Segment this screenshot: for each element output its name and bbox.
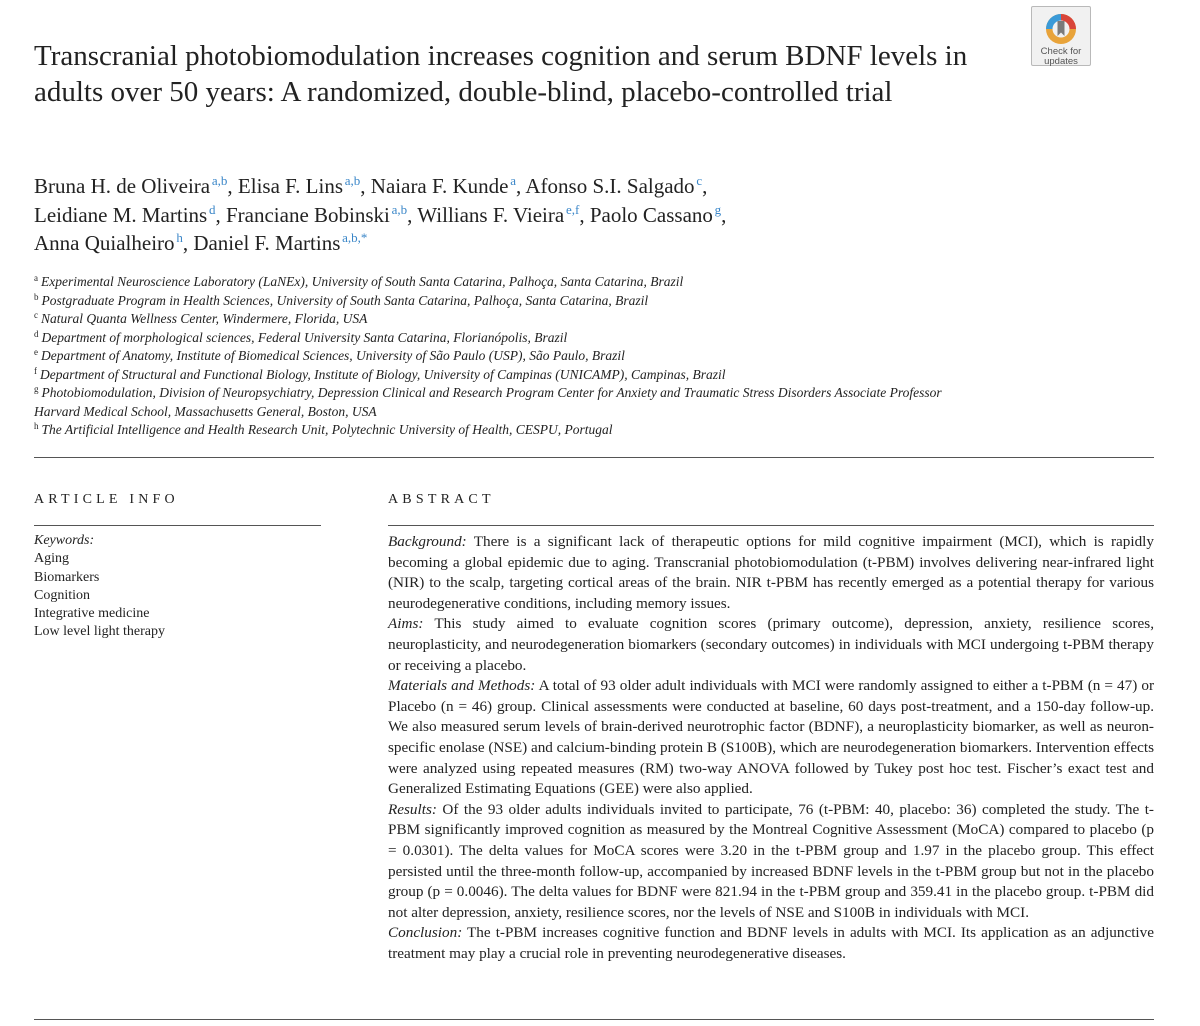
abstract-divider <box>388 525 1154 526</box>
author-name[interactable]: Paolo Cassano <box>589 202 713 227</box>
affiliation: $^b$ Postgraduate Program in Health Sciences, University of South Santa Catarina, Palhoça, Santa Catarina, Brazil <box>34 291 649 308</box>
author-affil-link[interactable]: a <box>510 173 517 188</box>
author-affil-link[interactable]: e,f <box>565 201 580 217</box>
author-name[interactable]: Naiara F. Kunde <box>370 174 509 198</box>
author-name[interactable]: Bruna H. de Oliveira <box>34 174 211 198</box>
affiliation: $^a$ Experimental Neuroscience Laboratory (LaNEx), University of South Santa Catarina, Palhoça, Santa Catarina, Brazil <box>34 273 684 289</box>
keywords-block <box>34 532 324 642</box>
affiliation: $^c$ Natural Quanta Wellness Center, Windermere, Florida, USA <box>34 310 368 326</box>
abstract-results: Results: Of the 93 older adults individuals invited to participate, 76 (t-PBM: 40, placebo: 36) completed the study. The t-PBM significantly improved cognition as measured by the Montreal Cognitive Assessment (MoCA) compared to placebo (p = 0.0301). The delta values for MoCA scores were 3.20 in the t-PBM group and 1.97 in the placebo group. This effect persisted until the three-month follow-up, accompanied by increased BDNF levels in the t-PBM group but not in the placebo group (p = 0.0046). The delta values for BDNF were 821.94 in the t-PBM group and 359.41 in the placebo group. t-PBM did not alter depression, anxiety, resilience scores, nor the levels of NSE and S100B in individuals with MCI. <box>388 800 1154 921</box>
author-name[interactable]: Franciane Bobinski <box>225 202 390 227</box>
abstract-aims: Aims: This study aimed to evaluate cognition scores (primary outcome), depression, anxiety, resilience scores, neuroplasticity, and neurodegeneration biomarkers (secondary outcomes) in individuals with MCI undergoing t-PBM therapy or receiving a placebo. <box>388 615 1154 674</box>
author-name[interactable]: Leidiane M. Martins <box>34 202 208 227</box>
footer-divider <box>34 1019 1154 1020</box>
abstract-conclusion: Conclusion: The t-PBM increases cognitive function and BDNF levels in adults with MCI. Its application as an adjunctive treatment may play a crucial role in preventing neurodegenerative diseases. <box>388 924 1154 962</box>
affiliation-continuation: Harvard Medical School, Massachusetts General, Boston, USA <box>34 403 377 419</box>
affiliation: $^g$ Photobiomodulation, Division of Neuropsychiatry, Depression Clinical and Research Program Center for Anxiety and Traumatic Stress Disorders Associate Professor <box>34 384 942 400</box>
affiliation: $^e$ Department of Anatomy, Institute of Biomedical Sciences, University of São Paulo (USP), São Paulo, Brazil <box>34 347 625 363</box>
author-affil-link[interactable]: g <box>714 201 722 217</box>
keyword-item: Low level light therapy <box>34 624 166 640</box>
affiliation: $^h$ The Artificial Intelligence and Health Research Unit, Polytechnic University of Health, CESPU, Portugal <box>34 421 613 437</box>
abstract-methods: Materials and Methods: A total of 93 older adult individuals with MCI were randomly assigned to either a t-PBM (n = 47) or Placebo (n = 46) group. Clinical assessments were conducted at baseline, 60 days post-treatment, and a 150-day follow-up. We also measured serum levels of brain-derived neurotrophic factor (BDNF), a neuroplasticity biomarker, as well as neuron-specific enolase (NSE) and calcium-binding protein B (S100B), which are neurodegeneration biomarkers. Intervention effects were analyzed using repeated measures (RM) two-way ANOVA followed by Tukey post hoc test. Fischer’s exact test and Generalized Estimating Equations (GEE) were also applied. <box>388 677 1155 798</box>
article-title: Transcranial photobiomodulation increases cognition and serum BDNF levels in adults over 50 years: A randomized, double-blind, placebo-controlled trial <box>34 40 968 108</box>
author-name[interactable]: Elisa F. Lins <box>237 174 343 198</box>
author-name[interactable]: Afonso S.I. Salgado <box>525 174 695 198</box>
author-name[interactable]: Daniel F. Martins <box>193 231 341 255</box>
affiliation: $^f$ Department of Structural and Functional Biology, Institute of Biology, University of Campinas (UNICAMP), Campinas, Brazil <box>34 365 726 382</box>
badge-label-line1: Check for <box>1040 46 1082 57</box>
article-info-heading: ARTICLE INFO <box>34 492 179 507</box>
badge-label-line2: updates <box>1044 56 1078 67</box>
affiliation: $^d$ Department of morphological sciences, Federal University Santa Catarina, Florianópolis, Brazil <box>34 328 568 345</box>
check-for-updates-badge[interactable] <box>1031 6 1091 66</box>
article-info-divider <box>34 525 321 526</box>
author-affil-link[interactable]: h <box>176 230 183 245</box>
abstract-body <box>388 532 1154 964</box>
abstract-heading: ABSTRACT <box>388 492 495 507</box>
header-divider <box>34 457 1154 458</box>
keywords-label: Keywords: <box>34 533 95 548</box>
author-affil-link[interactable]: a,b <box>391 201 408 217</box>
keyword-item: Biomarkers <box>34 569 100 585</box>
author-list: Bruna H. de Oliveira $^{a,b}$, Elisa F. Lins $^{a,b}$, Naiara F. Kunde $^a$, Afonso S.I. Salgado $^c$, Leidiane M. Martins $^d$, Franciane Bobinski $^{a,b}$, Willians F. Vieira $^{e,f}$, Paolo Cassano $^g$, Anna Quialheiro $^h$, Daniel F. Martins $^{a,b,*}$ <box>34 173 727 255</box>
abstract-background: Background: There is a significant lack of therapeutic options for mild cognitive impairment (MCI), which is rapidly becoming a global epidemic due to aging. Transcranial photobiomodulation (t-PBM) involves delivering near-infrared light (NIR) to the scalp, targeting cortical areas of the brain. NIR t-PBM has recently emerged as a potential therapy for various neurodegenerative conditions, including memory issues. <box>388 533 1154 612</box>
author-name[interactable]: Anna Quialheiro <box>34 231 175 255</box>
author-affil-link[interactable]: c <box>696 173 703 188</box>
affiliation-list <box>34 273 1154 440</box>
keyword-item: Integrative medicine <box>34 606 150 622</box>
keyword-item: Aging <box>34 551 69 567</box>
crossmark-icon <box>1044 12 1078 46</box>
keyword-item: Cognition <box>34 587 91 603</box>
author-affil-link[interactable]: a,b <box>211 173 228 188</box>
author-affil-link[interactable]: a,b <box>344 173 361 188</box>
author-name[interactable]: Willians F. Vieira <box>417 202 565 227</box>
author-affil-link[interactable]: d <box>208 201 216 217</box>
author-affil-link[interactable]: a,b,* <box>342 230 368 245</box>
